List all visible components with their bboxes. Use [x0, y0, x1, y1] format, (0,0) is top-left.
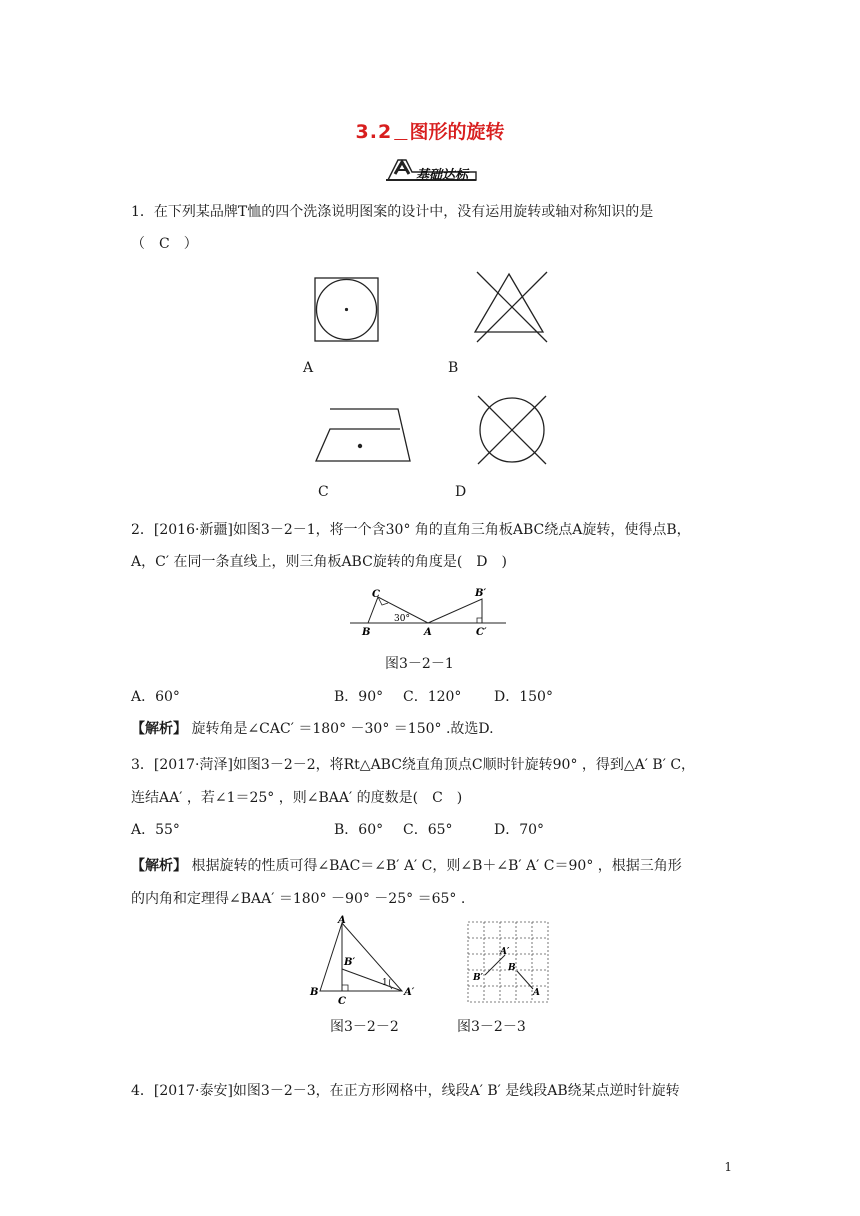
q2-choice-d: D．150° — [494, 689, 553, 705]
q1-line2: （ C ） — [131, 236, 198, 252]
fig322-label-ap: A′ — [404, 987, 415, 998]
q3-line1: 3．[2017·菏泽]如图3－2－2，将Rt△ABC绕直角顶点C顺时针旋转90° ，得到△A′ B′ C， — [131, 757, 696, 773]
q2-analysis-text: 旋转角是∠CAC′ ＝180° －30° ＝150° .故选D. — [191, 721, 494, 737]
q3-analysis-tag: 【解析】 — [131, 858, 187, 874]
q3-choice-b: B．60° — [334, 822, 384, 838]
q1-figure-d — [472, 390, 554, 470]
fig322-label-a: A — [338, 915, 346, 926]
q2-label-bp: B′ — [475, 588, 487, 599]
q3-choice-c: C．65° — [403, 822, 453, 838]
section-badge — [382, 158, 478, 182]
q1-figure-b — [471, 270, 551, 346]
page-title — [0, 117, 860, 144]
fig322-label-bp: B′ — [344, 957, 356, 968]
q2-choice-b: B．90° — [334, 689, 384, 705]
fig322-label-c: C — [338, 996, 346, 1005]
q3-choice-d: D．70° — [494, 822, 545, 838]
q2-analysis — [131, 717, 731, 741]
q1-label-d: D — [455, 484, 467, 500]
q1-label-c: C — [318, 484, 329, 500]
q3-choice-a: A．55° — [131, 822, 180, 838]
fig322-label-b: B — [310, 987, 319, 998]
title-text: 图形的旋转 — [409, 121, 505, 143]
q1-line1: 1．在下列某品牌T恤的四个洗涤说明图案的设计中，没有运用旋转或轴对称知识的是 — [131, 204, 654, 220]
q2-line1: 2．[2016·新疆]如图3－2－1，将一个含30° 角的直角三角板ABC绕点A旋转，使得点B， — [131, 522, 691, 538]
q3-analysis1 — [131, 854, 731, 878]
q4-line1: 4．[2017·泰安]如图3－2－3，在正方形网格中，线段A′ B′ 是线段AB绕某点逆时针旋转 — [131, 1083, 680, 1099]
q2-figure-caption: 图3－2－1 — [385, 656, 454, 672]
q2-figure — [348, 585, 508, 640]
page-number: 1 — [724, 1160, 732, 1174]
q1-label-b: B — [448, 360, 459, 376]
q2-label-c: C — [372, 589, 380, 600]
fig322-label-1: 1 — [382, 978, 388, 988]
q2-label-angle: 30° — [394, 614, 410, 624]
q3-line2: 连结AA′ ，若∠1＝25° ，则∠BAA′ 的度数是( C ) — [131, 790, 463, 806]
fig323-label-b: B — [508, 963, 516, 973]
badge-graphic — [382, 158, 478, 182]
fig323-label-bp: B′ — [473, 973, 483, 983]
q2-choice-a: A．60° — [131, 689, 180, 705]
fig323-label-ap: A′ — [500, 947, 510, 957]
badge-text: 基础达标 — [416, 168, 469, 182]
q2-analysis-tag: 【解析】 — [131, 721, 187, 737]
q3-figure-323 — [467, 921, 551, 1005]
q1-label-a: A — [303, 360, 314, 376]
q2-line2: A，C′ 在同一条直线上，则三角板ABC旋转的角度是( D ) — [131, 554, 507, 570]
q1-figure-a — [313, 276, 381, 344]
q3-figure-322 — [308, 915, 418, 1005]
q3-analysis-text1: 根据旋转的性质可得∠BAC＝∠B′ A′ C，则∠B＋∠B′ A′ C＝90° ，根据三角形 — [191, 858, 682, 874]
q3-analysis2: 的内角和定理得∠BAA′ ＝180° －90° －25° ＝65° . — [131, 891, 466, 907]
title-number: 3.2 — [355, 121, 393, 143]
q2-label-a: A — [424, 627, 432, 638]
fig323-label-a: A — [533, 988, 540, 998]
fig323-caption: 图3－2－3 — [457, 1019, 526, 1035]
q2-choice-c: C．120° — [403, 689, 462, 705]
title-underline-gap — [392, 121, 409, 143]
q1-figure-c — [312, 405, 412, 467]
fig322-caption: 图3－2－2 — [330, 1019, 399, 1035]
q2-label-cp: C′ — [476, 627, 487, 638]
q2-label-b: B — [362, 627, 371, 638]
